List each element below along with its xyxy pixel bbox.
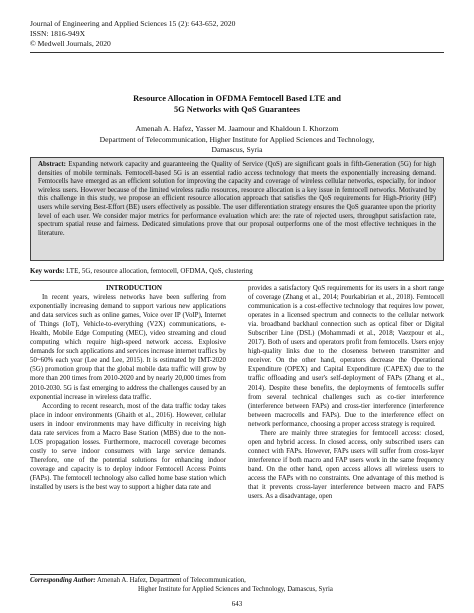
- affiliation-line-2: Damascus, Syria: [211, 145, 263, 154]
- keywords-divider: [30, 280, 444, 281]
- abstract-box: [30, 157, 444, 261]
- page-number: 643: [231, 600, 243, 608]
- title-line-2: 5G Networks with QoS Guarantees: [173, 105, 301, 114]
- corresponding-author-note: [30, 577, 444, 594]
- keywords-label: Key words:: [30, 267, 65, 275]
- section-heading-introduction: INTRODUCTION: [105, 284, 162, 292]
- corresponding-author-line-2: Higher Institute for Applied Sciences and Technology, Damascus, Syria: [138, 585, 333, 593]
- corresponding-author-line-1: Amenah A. Hafez, Department of Telecommunication,: [97, 577, 246, 584]
- copyright: © Medwell Journals, 2020: [30, 39, 111, 48]
- journal-header: [30, 19, 235, 49]
- intro-paragraph-3: provides a satisfactory QoS requirements for its users in a short range of coverage (Zhang et al., 2014; Pourkabirian et al., 2018). Femtocell communication is a cost-effective technology that requires low power, operates in a licensed spectrum and connects to the cellular network via. broadband backhaul connection such as optical fiber or Digital Subscriber Line (DSL) (Mohammadi et al., 2018; Vaezpour et al., 2017). Both of users and operators profit from femtocells. Users enjoy high-quality links due to the closeness between transmitter and receiver. On the other hand, operators decrease the Operational Expenditure (OPEX) and Capital Expenditure (CAPEX) due to the traffic offloading and user's self-deployment of FAPs (Zhang et al., 2014). Despite these benefits, the deployments of femtocells suffer from several technical challenges such as co-tier interference (interference between FAPs) and cross-tier interference (interference between macrocells and FAPs). Due to the interference effect on network performance, choosing a proper access strategy is required.: [248, 285, 444, 428]
- right-column: [248, 284, 444, 570]
- title-line-1: Resource Allocation in OFDMA Femtocell Based LTE and: [133, 94, 341, 103]
- keywords: [30, 267, 444, 276]
- header-divider: [30, 52, 444, 53]
- intro-paragraph-2: According to recent research, most of the data traffic today takes place in indoor environments (Ghaith et al., 2016). However, cellular users in indoor environments may have difficulty in receiving high data rate services from a Macro Base Station (MBS) due to the non-LOS propagation losses. Furthermore, macrocell coverage becomes costly to serve indoor consumers with large service demands. Therefore, one of the potential solutions for enhancing indoor coverage and capacity is to deploy indoor Femtocell Access Points (FAPs). The femtocell technology also called home base station which installed by users is the best way to support a higher data rate and: [30, 402, 226, 492]
- corresponding-author-label: Corresponding Author:: [30, 577, 96, 584]
- abstract-label: Abstract:: [38, 161, 66, 168]
- intro-paragraph-4: There are mainly three strategies for femtocell access: closed, open and hybrid access. In closed access, only subscribed users can connect with FAPs. However, FAPs users will suffer from cross-layer interference if both macro and FAP users work in the same frequency band. On the other hand, open access allows all wireless users to access the FAPs with no constraints. One advantage of this method is that it prevents cross-layer interference between macro and FAPS users. As a disadvantage, open: [248, 429, 444, 501]
- journal-citation: Journal of Engineering and Applied Sciences 15 (2): 643-652, 2020: [30, 19, 236, 28]
- affiliation-line-1: Department of Telecommunication, Higher Institute for Applied Sciences and Technology,: [99, 135, 375, 144]
- intro-paragraph-1: In recent years, wireless networks have been suffering from exponentially increasing demand to support various new applications and data services such as online games, Voice over IP (VoIP), Internet of Things (IoT), Vehicle-to-everything (V2X) communications, e-Health, Mobile Edge Computing (MEC), video streaming and cloud computing which require high-speed network access. Explosive demands for such applications and services increase internet traffics by 50~60% each year (Lee and Lee, 2015). It is estimated by IMT-2020 (5G) promotion group that the global mobile data traffic will grow by more than 200 times from 2010-2020 and by nearly 20,000 times from 2010-2030. 5G is fast emerging to address the challenges caused by an exponential increase in wireless data traffic.: [30, 294, 226, 401]
- paper-title: [30, 93, 444, 115]
- footer-divider: [30, 574, 180, 575]
- abstract-text: Expanding network capacity and guaranteeing the Quality of Service (QoS) are significant goals in fifth-Generation (5G) for high densities of mobile terminals. Femtocell-based 5G is an essential radio access technology that meets the exponentially increasing demand. Femtocells have emerged as an efficient solution for improving the capacity and coverage of wireless cellular networks, especially, for indoor wireless users. However because of the limited wireless radio resources, resource allocation is a key issue in femtocell networks. Motivated by this challenge in this study, we propose an efficient resource allocation approach that satisfies the QoS requirements for High-Priority (HP) users while serving Best-Effort (BE) users effectively as possible. The user differentiation strategy ensures the QoS guarantee upon the priority level of each user. We consider major metrics for performance evaluation which are: the rate of rejected users, throughput satisfaction rate, spectrum spatial reuse and fairness. Dedicated simulations prove that our proposal outperforms one of the most effective techniques in the literature.: [38, 161, 436, 237]
- issn: ISSN: 1816-949X: [30, 29, 86, 38]
- affiliation: [30, 135, 444, 155]
- author-list: Amenah A. Hafez, Yasser M. Jaamour and Khaldoun I. Khorzom: [135, 124, 339, 133]
- keywords-text: LTE, 5G, resource allocation, femtocell, OFDMA, QoS, clustering: [66, 267, 253, 275]
- left-column: [30, 284, 226, 570]
